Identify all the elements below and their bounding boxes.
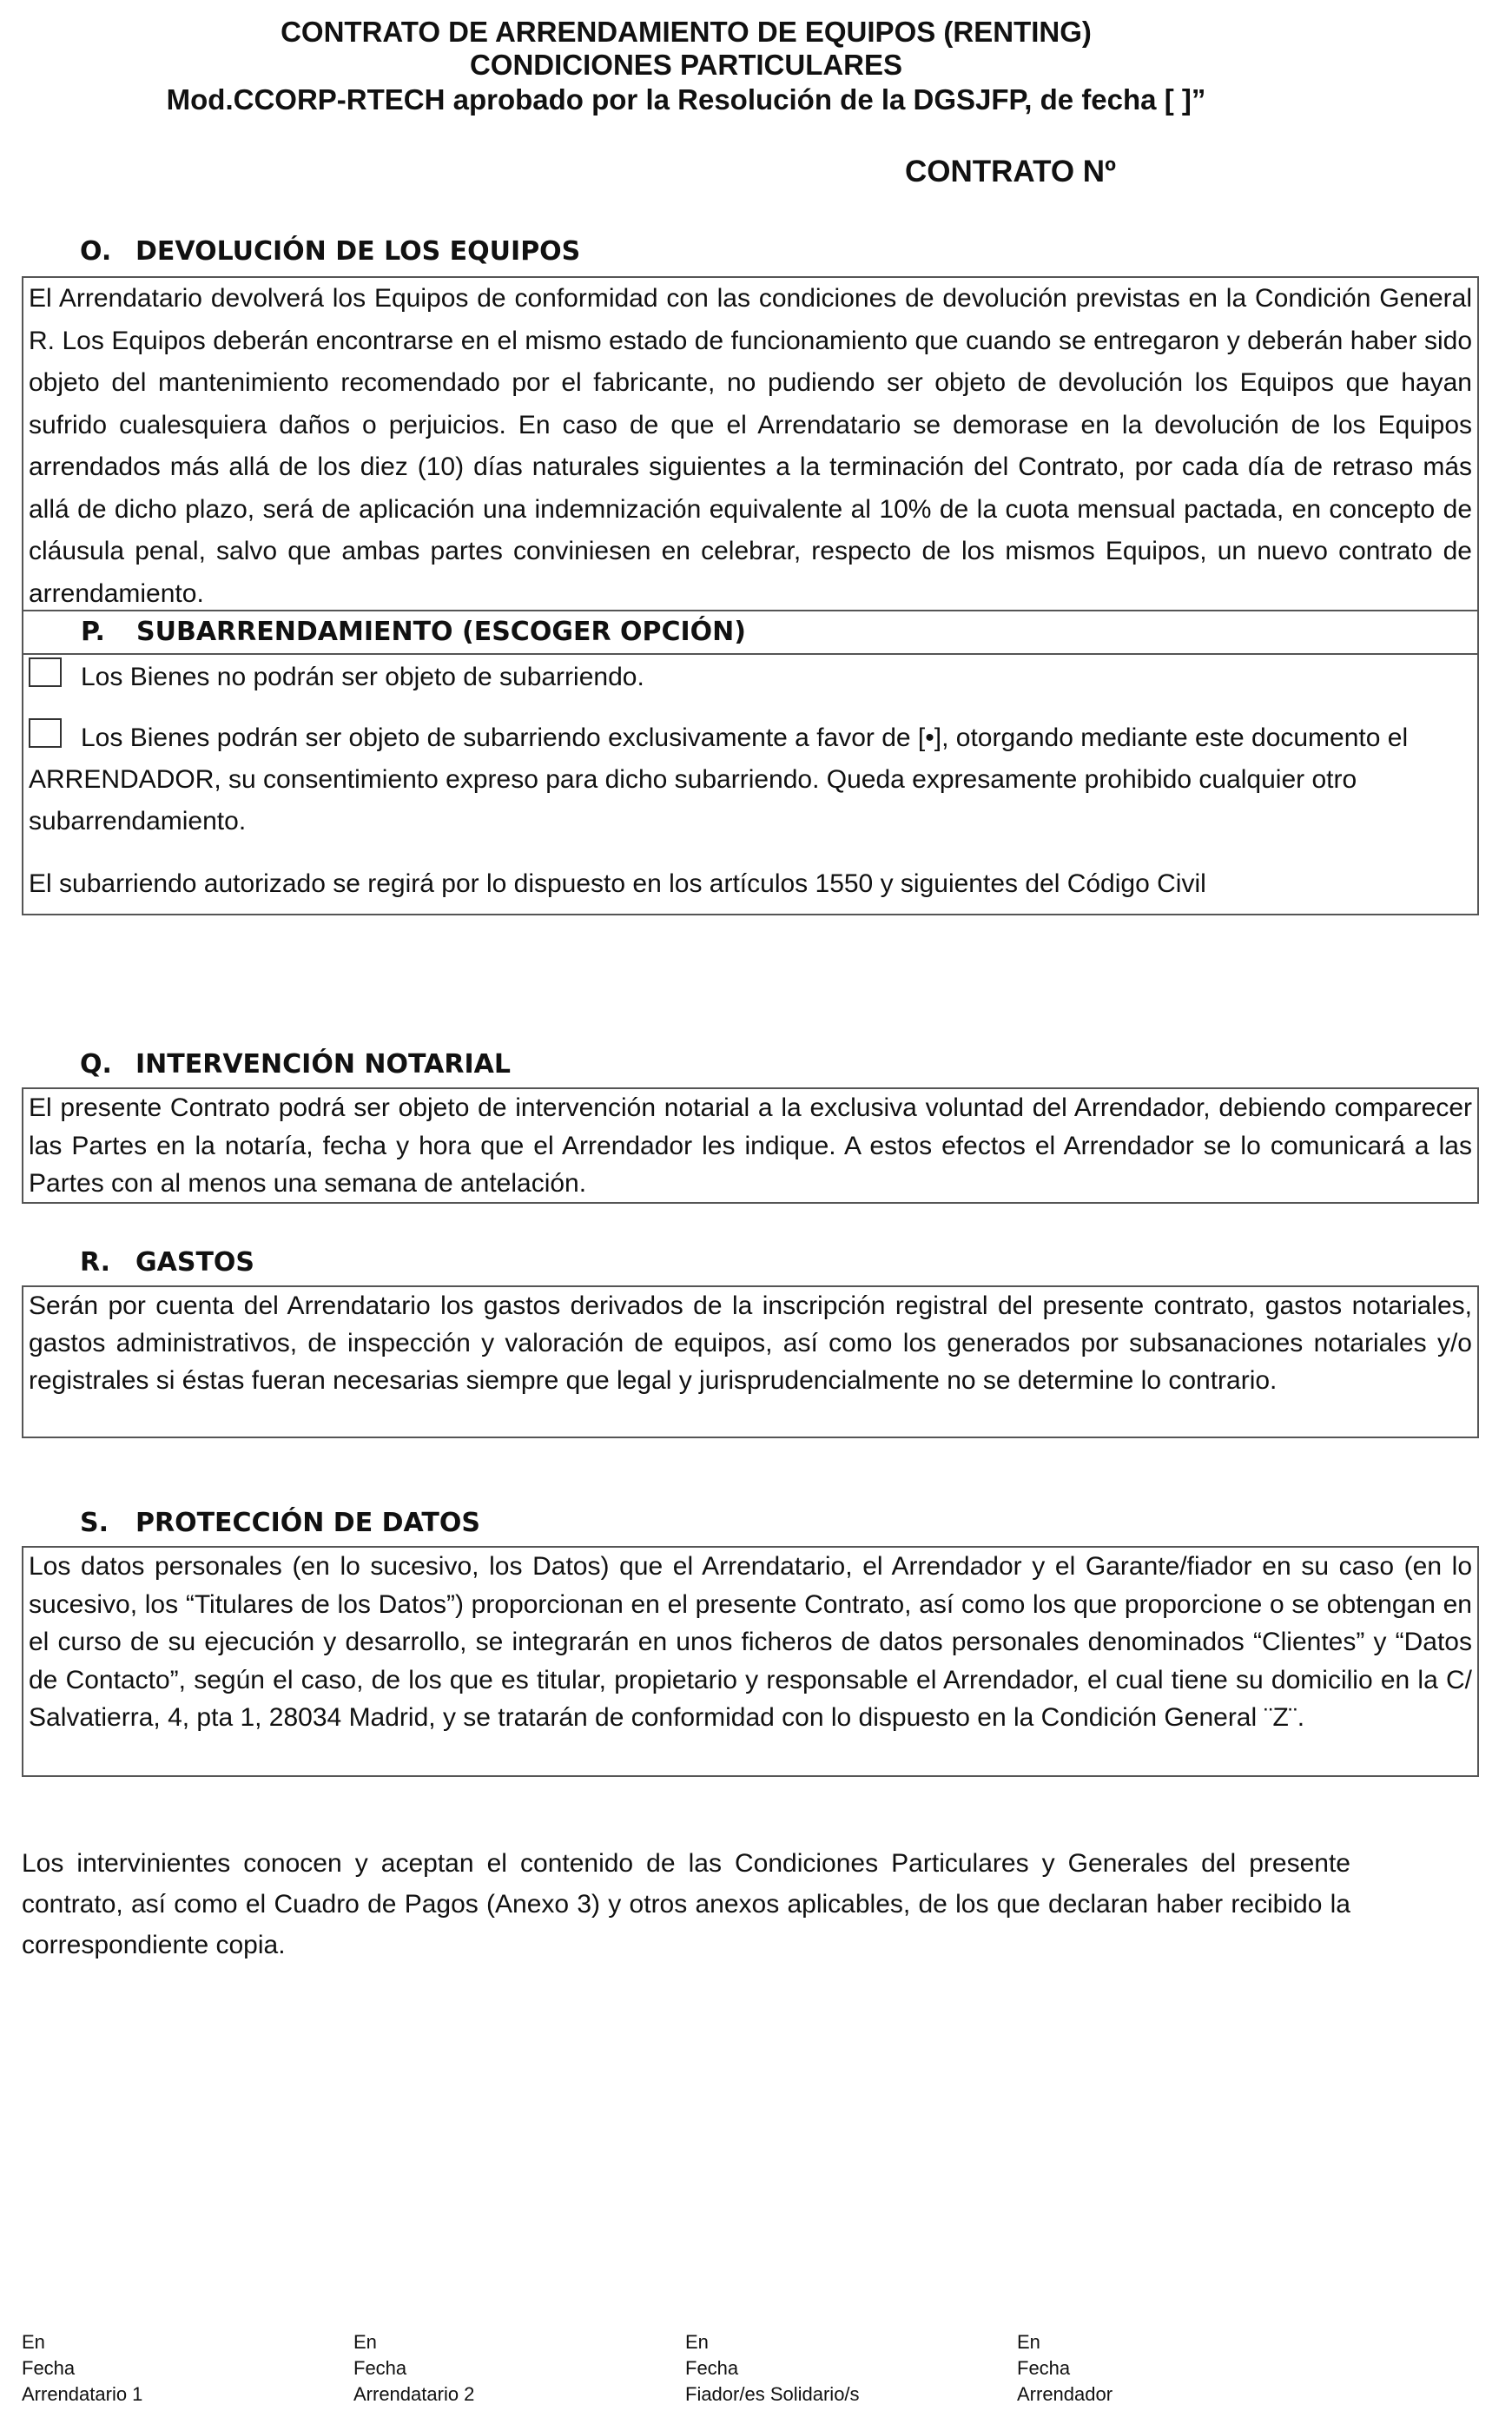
section-s-letter: S. (80, 1508, 109, 1538)
section-s-text: Los datos personales (en lo sucesivo, los Datos) que el Arrendatario, el Arrendador y el Garante/fiador en su caso (en lo sucesivo, los “Titulares de los Datos”) proporcionan en el presente Contrato, así como los que proporcione o se obtengan en el curso de su ejecución y desarrollo, se integrarán en unos ficheros de datos personales denominados “Clientes” y “Datos de Contacto”, según el caso, de los que es titular, propietario y responsable el Arrendador, el cual tiene su domicilio en la C/ Salvatierra, 4, pta 1, 28034 Madrid, y se tratarán de conformidad con lo dispuesto en la Condición General ¨Z¨. (29, 1552, 1472, 1732)
option-sublease-allowed-checkbox[interactable] (29, 718, 62, 748)
signature-date-label: Fecha (685, 2357, 739, 2379)
section-q-letter: Q. (80, 1049, 112, 1080)
option-sublease-allowed-label: Los Bienes podrán ser objeto de subarriendo exclusivamente a favor de [•], otorgando mediante este documento el ARRENDADOR, su consentimiento expreso para dicho subarriendo. Queda expresamente prohibido cualquier otro subarrendamiento. (29, 723, 1409, 836)
model-reference: Mod.CCORP-RTECH aprobado por la Resolución de la DGSJFP, de fecha [ ]” (166, 83, 1206, 116)
section-p-box (22, 610, 1479, 915)
signature-date-label: Fecha (353, 2357, 407, 2379)
section-q-title: INTERVENCIÓN NOTARIAL (135, 1049, 511, 1080)
section-r-title: GASTOS (135, 1247, 255, 1278)
section-q-box (22, 1087, 1479, 1204)
section-s-title: PROTECCIÓN DE DATOS (135, 1508, 481, 1538)
signature-place-label: En (685, 2331, 709, 2353)
section-q-text: El presente Contrato podrá ser objeto de intervención notarial a la exclusiva voluntad del Arrendador, debiendo comparecer las Partes en la notaría, fecha y hora que el Arrendador les indique. A estos efectos el Arrendador se lo comunicará a las Partes con al menos una semana de antelación. (29, 1093, 1472, 1198)
signature-date-label: Fecha (1017, 2357, 1071, 2379)
option-no-sublease-label: Los Bienes no podrán ser objeto de subarriendo. (81, 663, 644, 691)
contract-number-label: CONTRATO Nº (905, 155, 1116, 188)
signature-party-label: Arrendador (1017, 2383, 1113, 2405)
signature-block-arrendador (1017, 2329, 1312, 2408)
signature-party-label: Arrendatario 2 (353, 2383, 475, 2405)
section-p-letter: P. (81, 617, 105, 647)
section-q-heading (80, 1049, 511, 1080)
section-o-letter: O. (80, 236, 112, 267)
signature-place-label: En (353, 2331, 377, 2353)
document-title: CONTRATO DE ARRENDAMIENTO DE EQUIPOS (RENTING) (281, 16, 1092, 48)
section-s-heading (80, 1508, 480, 1538)
section-r-box (22, 1285, 1479, 1438)
section-o-title: DEVOLUCIÓN DE LOS EQUIPOS (135, 236, 581, 267)
signature-place-label: En (1017, 2331, 1040, 2353)
section-s-box (22, 1546, 1479, 1777)
option-sublease-allowed (29, 717, 1472, 842)
signature-party-label: Arrendatario 1 (22, 2383, 143, 2405)
section-o-box (22, 276, 1479, 611)
section-r-heading (80, 1247, 254, 1278)
signature-block-arrendatario-2 (353, 2329, 649, 2408)
section-p-note: El subarriendo autorizado se regirá por lo dispuesto en los artículos 1550 y siguientes del Código Civil (29, 869, 1206, 898)
section-r-text: Serán por cuenta del Arrendatario los gastos derivados de la inscripción registral del presente contrato, gastos notariales, gastos administrativos, de inspección y valoración de equipos, así como los generados por subsanaciones notariales y/o registrales si éstas fueran necesarias siempre que legal y jurisprudencialmente no se determine lo contrario. (29, 1291, 1472, 1395)
section-r-letter: R. (80, 1247, 111, 1278)
section-p-heading (23, 611, 1477, 655)
section-o-heading (80, 236, 580, 267)
option-no-sublease (29, 657, 1472, 698)
closing-statement: Los intervinientes conocen y aceptan el contenido de las Condiciones Particulares y Generales del presente contrato, así como el Cuadro de Pagos (Anexo 3) y otros anexos aplicables, de los que declaran haber recibido la correspondiente copia. (22, 1849, 1350, 1959)
signature-date-label: Fecha (22, 2357, 76, 2379)
signature-party-label: Fiador/es Solidario/s (685, 2383, 860, 2405)
option-no-sublease-checkbox[interactable] (29, 657, 62, 687)
signature-block-fiador (685, 2329, 980, 2408)
section-p-title: SUBARRENDAMIENTO (ESCOGER OPCIÓN) (136, 617, 746, 647)
section-o-text: El Arrendatario devolverá los Equipos de conformidad con las condiciones de devolución previstas en la Condición General R. Los Equipos deberán encontrarse en el mismo estado de funcionamiento que cuando se entregaron y deberán haber sido objeto del mantenimiento recomendado por el fabricante, no pudiendo ser objeto de devolución los Equipos que hayan sufrido cualesquiera daños o perjuicios. En caso de que el Arrendatario se demorase en la devolución de los Equipos arrendados más allá de los diez (10) días naturales siguientes a la terminación del Contrato, por cada día de retraso más allá de dicho plazo, será de aplicación una indemnización equivalente al 10% de la cuota mensual pactada, en concepto de cláusula penal, salvo que ambas partes conviniesen en celebrar, respecto de los mismos Equipos, un nuevo contrato de arrendamiento. (29, 284, 1472, 608)
signature-block-arrendatario-1 (22, 2329, 317, 2408)
document-subtitle: CONDICIONES PARTICULARES (469, 49, 903, 81)
signature-place-label: En (22, 2331, 45, 2353)
